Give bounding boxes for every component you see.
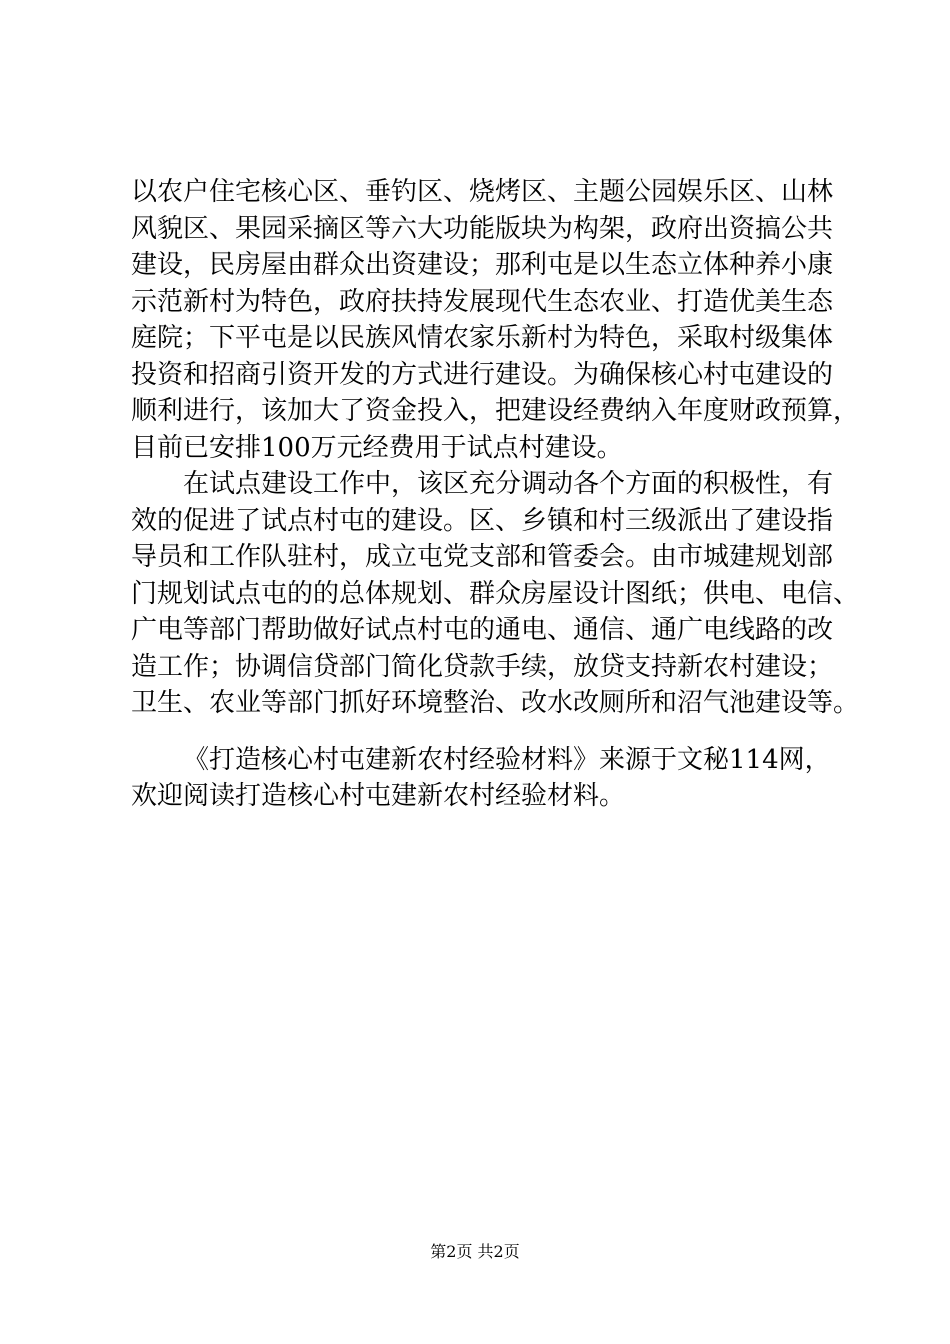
text-line: 在试点建设工作中，该区充分调动各个方面的积极性，有	[183, 469, 834, 499]
text-line: 卫生、农业等部门抓好环境整治、改水改厕所和沼气池建设等。	[131, 688, 860, 718]
text-line: 效的促进了试点村屯的建设。区、乡镇和村三级派出了建设指	[131, 506, 834, 536]
source-note-line: 欢迎阅读打造核心村屯建新农村经验材料。	[131, 781, 626, 811]
text-line: 以农户住宅核心区、垂钓区、烧烤区、主题公园娱乐区、山林	[131, 177, 834, 207]
text-line: 投资和招商引资开发的方式进行建设。为确保核心村屯建设的	[131, 360, 834, 390]
text-line: 建设，民房屋由群众出资建设；那利屯是以生态立体种养小康	[131, 250, 834, 280]
text-line: 目前已安排100万元经费用于试点村建设。	[131, 433, 623, 463]
text-line: 导员和工作队驻村，成立屯党支部和管委会。由市城建规划部	[131, 542, 834, 572]
text-line: 造工作；协调信贷部门简化贷款手续，放贷支持新农村建设；	[131, 652, 834, 682]
text-line: 风貌区、果园采摘区等六大功能版块为构架，政府出资搞公共	[131, 214, 834, 244]
text-line: 门规划试点屯的的总体规划、群众房屋设计图纸；供电、电信、	[131, 579, 860, 609]
text-line: 顺利进行，该加大了资金投入，把建设经费纳入年度财政预算，	[131, 396, 860, 426]
text-line: 广电等部门帮助做好试点村屯的通电、通信、通广电线路的改	[131, 615, 834, 645]
text-line: 示范新村为特色，政府扶持发展现代生态农业、打造优美生态	[131, 287, 834, 317]
text-line: 庭院；下平屯是以民族风情农家乐新村为特色，采取村级集体	[131, 323, 834, 353]
source-note-line: 《打造核心村屯建新农村经验材料》来源于文秘114网，	[183, 745, 831, 775]
page-number: 第2页 共2页	[430, 1242, 520, 1261]
